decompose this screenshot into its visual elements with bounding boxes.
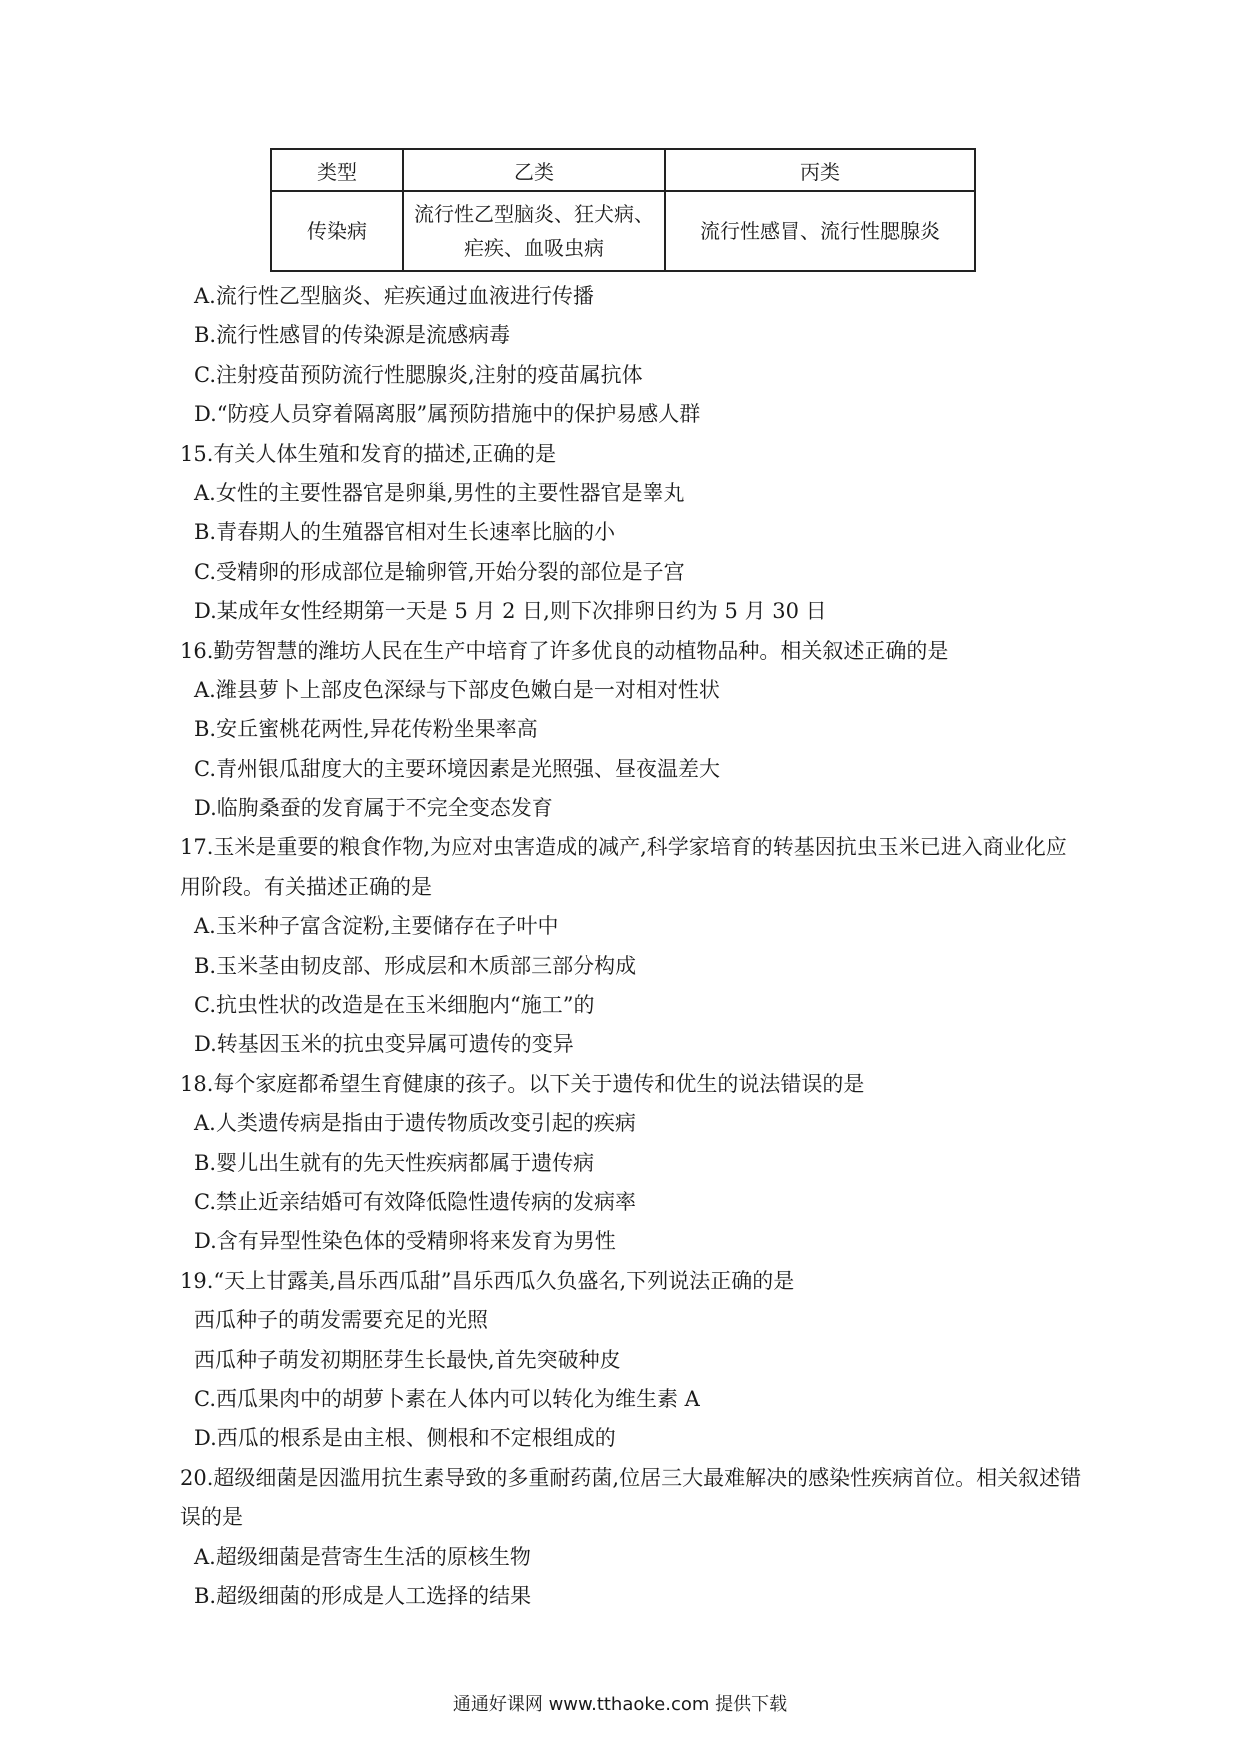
table-header-row — [271, 149, 975, 191]
q14-option-a: A.流行性乙型脑炎、疟疾通过血液进行传播 — [194, 284, 594, 308]
table-header-cell: 类型 — [271, 149, 403, 191]
q14-option-d: D.“防疫人员穿着隔离服”属预防措施中的保护易感人群 — [194, 402, 701, 427]
table-cell-line: 疟疾、血吸虫病 — [464, 236, 604, 260]
q19-option-d: D.西瓜的根系是由主根、侧根和不定根组成的 — [194, 1426, 616, 1451]
q20-stem-line1: 20.超级细菌是因滥用抗生素导致的多重耐药菌,位居三大最难解决的感染性疾病首位。相关叙述错 — [180, 1465, 1082, 1490]
q17-option-d: D.转基因玉米的抗虫变异属可遗传的变异 — [194, 1032, 574, 1057]
q18-option-b: B.婴儿出生就有的先天性疾病都属于遗传病 — [194, 1150, 595, 1175]
q16-option-a: A.潍县萝卜上部皮色深绿与下部皮色嫩白是一对相对性状 — [194, 677, 720, 702]
q18-option-d: D.含有异型性染色体的受精卵将来发育为男性 — [194, 1229, 616, 1254]
q14-option-b: B.流行性感冒的传染源是流感病毒 — [194, 323, 511, 348]
table-header-cell: 乙类 — [403, 149, 665, 191]
q16-option-b: B.安丘蜜桃花两性,异花传粉坐果率高 — [194, 717, 538, 742]
table-row-label: 传染病 — [271, 191, 403, 271]
q19-option-c: C.西瓜果肉中的胡萝卜素在人体内可以转化为维生素 A — [194, 1386, 700, 1411]
table-cell-line: 流行性乙型脑炎、狂犬病、 — [414, 202, 654, 226]
q20-option-a: A.超级细菌是营寄生生活的原核生物 — [194, 1544, 531, 1569]
q15-option-b: B.青春期人的生殖器官相对生长速率比脑的小 — [194, 520, 616, 545]
q17-stem-line1: 17.玉米是重要的粮食作物,为应对虫害造成的减产,科学家培育的转基因抗虫玉米已进入商业化应 — [180, 835, 1067, 860]
q19-option-1: 西瓜种子的萌发需要充足的光照 — [194, 1308, 488, 1333]
q16-option-d: D.临朐桑蚕的发育属于不完全变态发育 — [194, 796, 553, 821]
q15-stem: 15.有关人体生殖和发育的描述,正确的是 — [180, 441, 557, 466]
q18-option-c: C.禁止近亲结婚可有效降低隐性遗传病的发病率 — [194, 1189, 636, 1214]
table-cell-class-b — [403, 191, 665, 271]
table-row — [271, 191, 975, 271]
disease-classification-table — [270, 148, 976, 272]
table-cell-class-c: 流行性感冒、流行性腮腺炎 — [665, 191, 975, 271]
q20-option-b: B.超级细菌的形成是人工选择的结果 — [194, 1583, 532, 1608]
q16-stem: 16.勤劳智慧的潍坊人民在生产中培育了许多优良的动植物品种。相关叙述正确的是 — [180, 638, 949, 663]
q14-option-c: C.注射疫苗预防流行性腮腺炎,注射的疫苗属抗体 — [194, 362, 643, 387]
q18-option-a: A.人类遗传病是指由于遗传物质改变引起的疾病 — [194, 1111, 636, 1136]
q15-option-d: D.某成年女性经期第一天是 5 月 2 日,则下次排卵日约为 5 月 30 日 — [194, 599, 827, 624]
q17-stem-line2: 用阶段。有关描述正确的是 — [180, 874, 432, 899]
q20-stem-line2: 误的是 — [180, 1505, 243, 1530]
q16-option-c: C.青州银瓜甜度大的主要环境因素是光照强、昼夜温差大 — [194, 756, 720, 781]
q15-option-c: C.受精卵的形成部位是输卵管,开始分裂的部位是子宫 — [194, 559, 685, 584]
q15-option-a: A.女性的主要性器官是卵巢,男性的主要性器官是睾丸 — [194, 480, 685, 505]
q19-stem: 19.“天上甘露美,昌乐西瓜甜”昌乐西瓜久负盛名,下列说法正确的是 — [180, 1268, 795, 1293]
q17-option-c: C.抗虫性状的改造是在玉米细胞内“施工”的 — [194, 993, 595, 1018]
page-footer: 通通好课网 www.tthaoke.com 提供下载 — [452, 1694, 788, 1715]
table-header-cell: 丙类 — [665, 149, 975, 191]
q19-option-2: 西瓜种子萌发初期胚芽生长最快,首先突破种皮 — [194, 1347, 621, 1372]
question-list — [180, 277, 1110, 1616]
q18-stem: 18.每个家庭都希望生育健康的孩子。以下关于遗传和优生的说法错误的是 — [180, 1071, 865, 1096]
q17-option-b: B.玉米茎由韧皮部、形成层和木质部三部分构成 — [194, 953, 637, 978]
q17-option-a: A.玉米种子富含淀粉,主要储存在子叶中 — [194, 914, 559, 939]
